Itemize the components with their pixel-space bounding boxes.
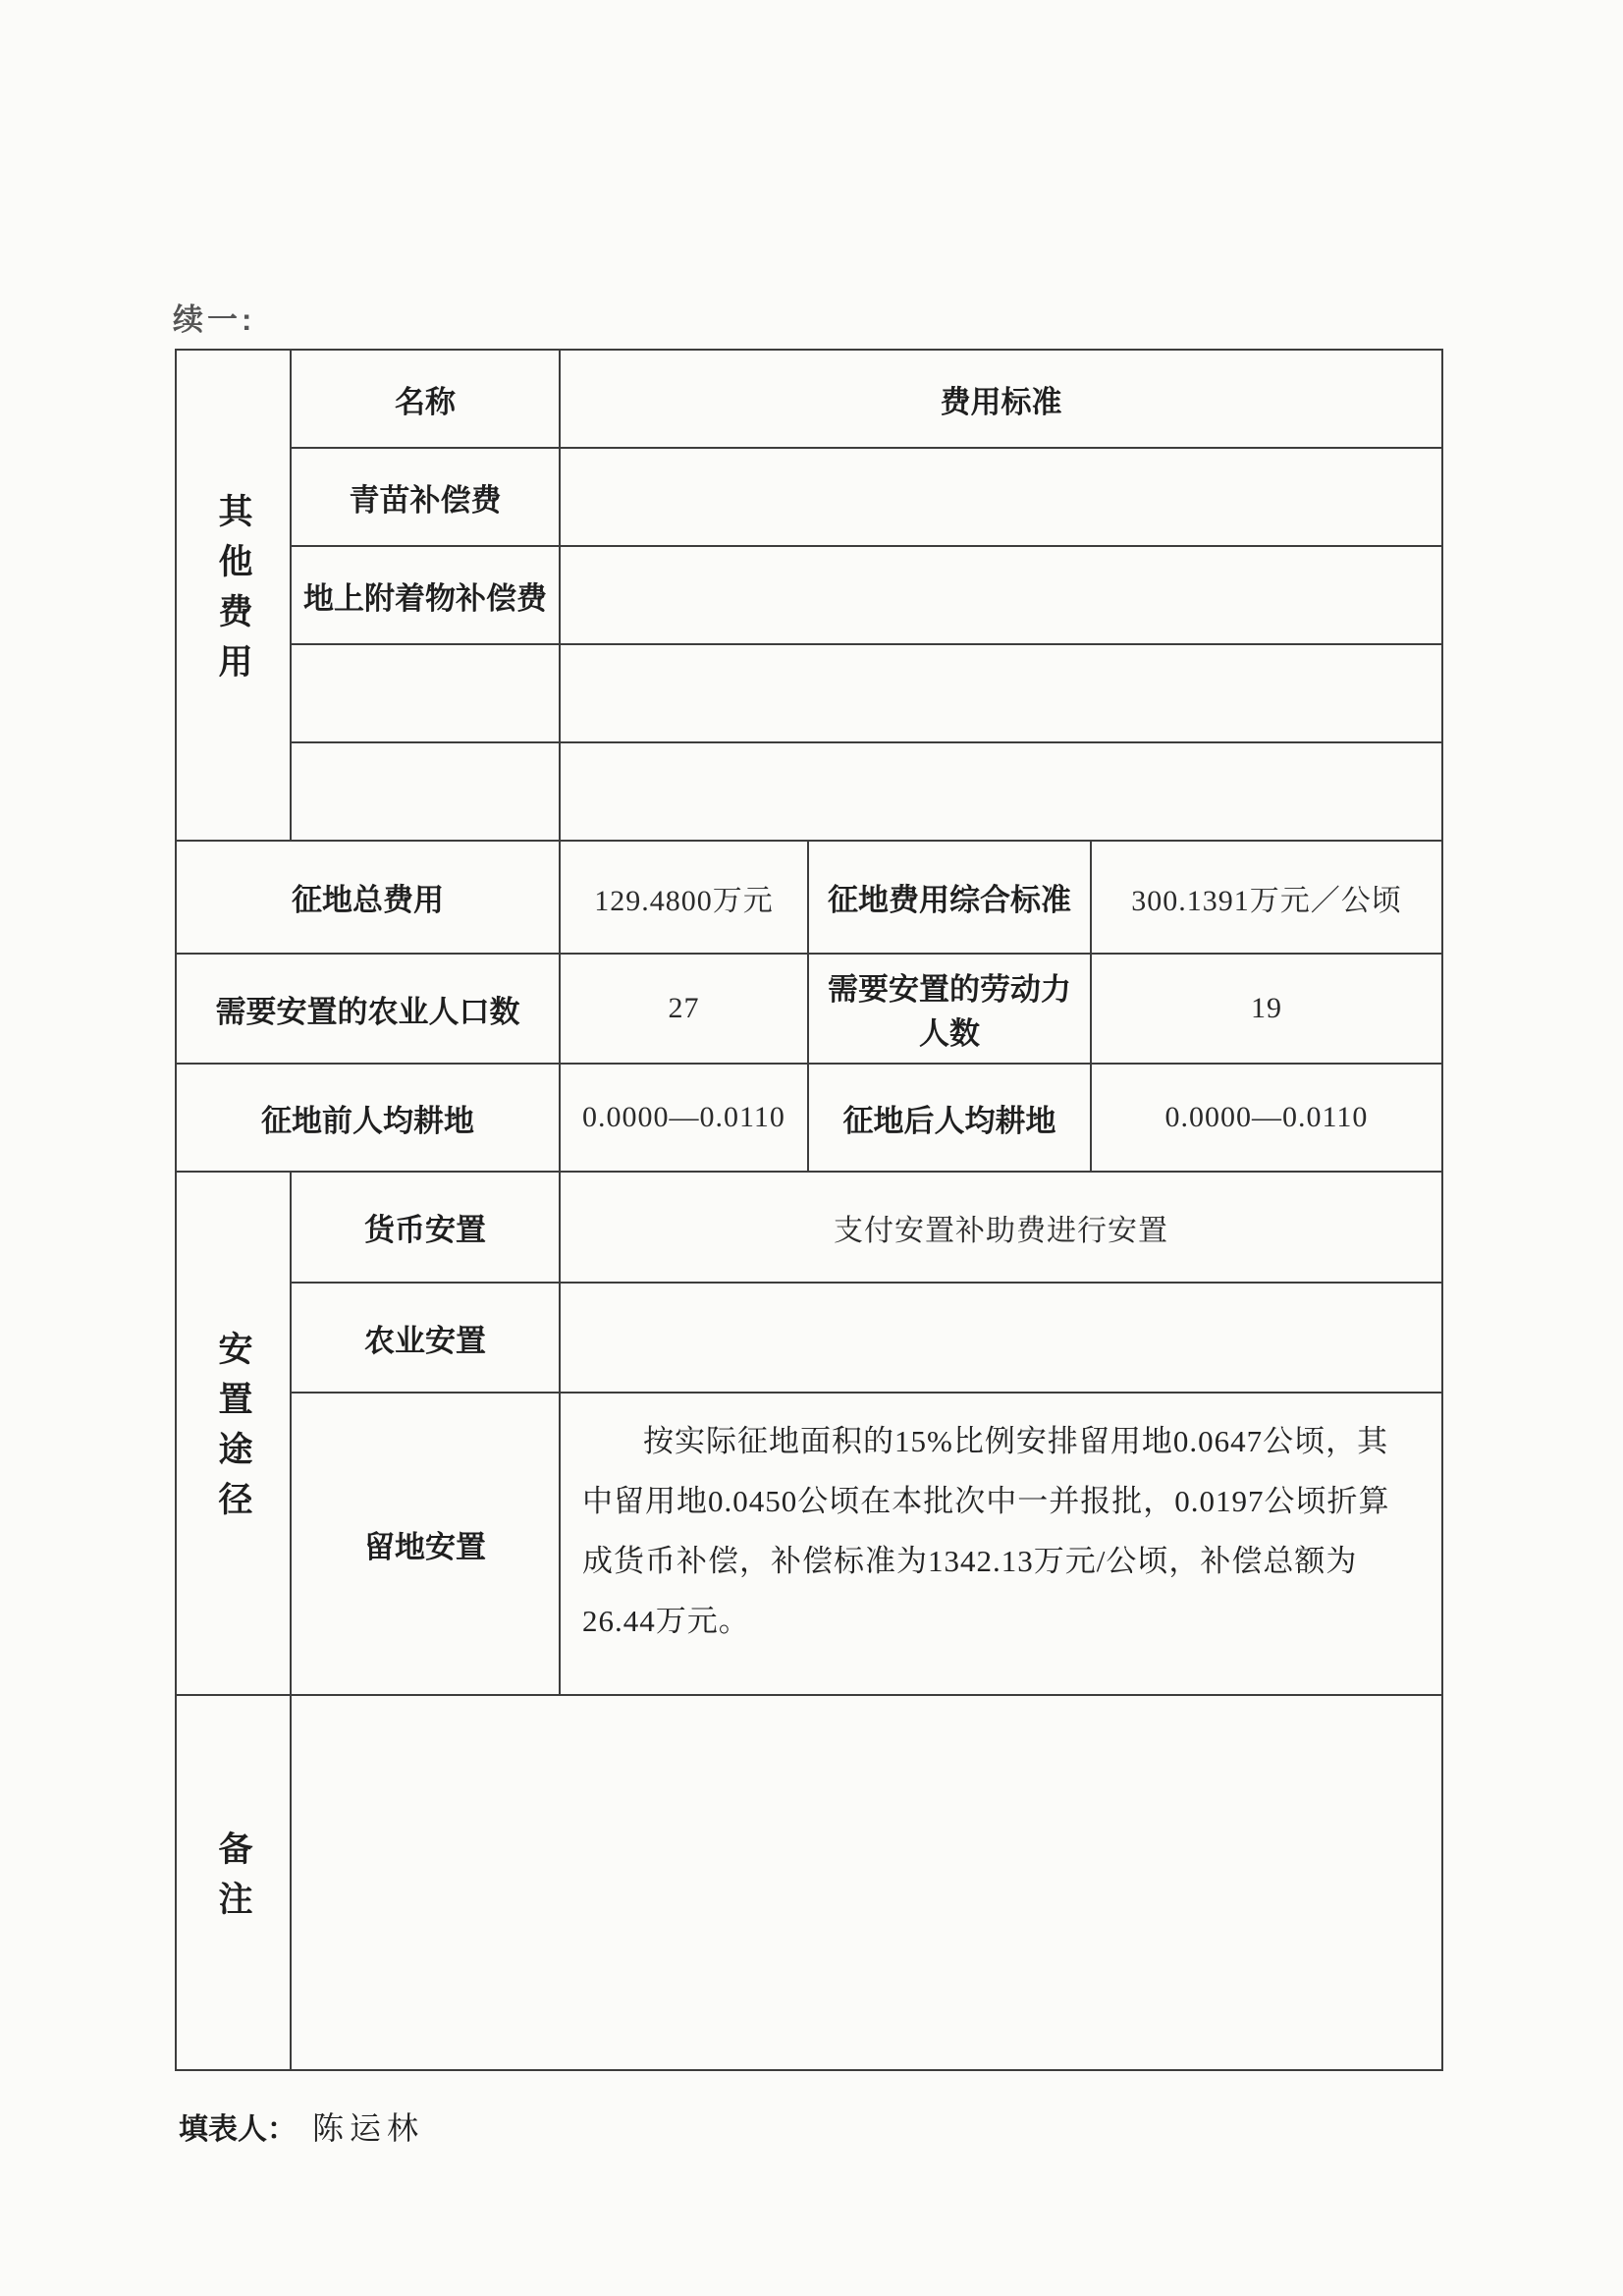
agricultural-resettlement-row — [176, 1283, 1442, 1393]
fee-row-empty-2 — [176, 742, 1442, 841]
fee-standard-attachments-cell — [560, 546, 1442, 644]
agri-population-value: 27 — [668, 992, 700, 1024]
agricultural-resettlement-desc-cell — [560, 1283, 1442, 1393]
agri-population-value-cell — [560, 954, 808, 1064]
col-header-name: 名称 — [395, 384, 456, 419]
other-fees-header-row — [176, 350, 1442, 448]
form-filler-label: 填表人： — [179, 2113, 297, 2146]
population-row — [176, 954, 1442, 1064]
resettlement-section-header-cell — [176, 1172, 291, 1695]
reserved-land-resettlement-label: 留地安置 — [364, 1529, 486, 1564]
form-filler-line — [179, 2104, 424, 2149]
per-capita-after-label: 征地后人均耕地 — [842, 1103, 1056, 1138]
other-fees-section-header-cell — [176, 350, 291, 841]
col-header-standard-cell — [560, 350, 1442, 448]
remarks-header: 备注 — [214, 1830, 252, 1931]
monetary-resettlement-label-cell — [291, 1172, 560, 1283]
reserved-land-resettlement-row — [176, 1393, 1442, 1695]
comprehensive-standard-value-cell — [1091, 841, 1442, 954]
monetary-resettlement-desc-cell — [560, 1172, 1442, 1283]
fee-standard-empty-1-cell — [560, 644, 1442, 742]
labor-value: 19 — [1251, 992, 1282, 1024]
per-capita-after-label-cell — [808, 1064, 1091, 1172]
fee-name-seedling: 青苗补偿费 — [349, 482, 502, 518]
labor-value-cell — [1091, 954, 1442, 1064]
remarks-row — [176, 1695, 1442, 2070]
per-capita-before-value-cell — [560, 1064, 808, 1172]
comprehensive-standard-value: 300.1391万元／公顷 — [1131, 884, 1402, 917]
land-acquisition-continuation-table — [175, 349, 1443, 2071]
per-capita-after-value-cell — [1091, 1064, 1442, 1172]
labor-label-cell — [808, 954, 1091, 1064]
per-capita-before-label-cell — [176, 1064, 560, 1172]
fee-name-empty-1-cell — [291, 644, 560, 742]
total-fee-label: 征地总费用 — [292, 883, 444, 917]
total-fee-row — [176, 841, 1442, 954]
per-capita-before-label: 征地前人均耕地 — [261, 1103, 474, 1138]
fee-name-attachments-cell — [291, 546, 560, 644]
fee-standard-seedling-cell — [560, 448, 1442, 546]
fee-row-empty-1 — [176, 644, 1442, 742]
monetary-resettlement-row — [176, 1172, 1442, 1283]
per-capita-before-value: 0.0000—0.0110 — [582, 1101, 785, 1133]
fee-row-attachments — [176, 546, 1442, 644]
col-header-name-cell — [291, 350, 560, 448]
agricultural-resettlement-label-cell — [291, 1283, 560, 1393]
col-header-standard: 费用标准 — [940, 384, 1062, 419]
fee-name-empty-2-cell — [291, 742, 560, 841]
monetary-resettlement-desc: 支付安置补助费进行安置 — [834, 1214, 1168, 1247]
monetary-resettlement-label: 货币安置 — [364, 1213, 486, 1247]
comprehensive-standard-label-cell — [808, 841, 1091, 954]
remarks-header-cell — [176, 1695, 291, 2070]
total-fee-value: 129.4800万元 — [594, 884, 774, 917]
total-fee-value-cell — [560, 841, 808, 954]
reserved-land-resettlement-desc: 按实际征地面积的15%比例安排留用地0.0647公顷，其中留用地0.0450公顷在本批次中一并报批，0.0197公顷折算成货币补偿，补偿标准为1342.13万元/公顷，补偿总额为26.44万元。 — [582, 1424, 1390, 1638]
agri-population-label: 需要安置的农业人口数 — [215, 994, 520, 1029]
reserved-land-resettlement-label-cell — [291, 1393, 560, 1695]
labor-label: 需要安置的劳动力人数 — [828, 972, 1071, 1051]
other-fees-section-header: 其他费用 — [214, 492, 252, 693]
fee-name-attachments: 地上附着物补偿费 — [303, 580, 547, 616]
remarks-content-cell — [291, 1695, 1442, 2070]
fee-name-seedling-cell — [291, 448, 560, 546]
agricultural-resettlement-label: 农业安置 — [364, 1323, 486, 1358]
reserved-land-resettlement-desc-cell — [560, 1393, 1442, 1695]
form-filler-name: 陈运林 — [312, 2110, 425, 2146]
per-capita-after-value: 0.0000—0.0110 — [1164, 1101, 1369, 1133]
per-capita-farmland-row — [176, 1064, 1442, 1172]
fee-row-seedling — [176, 448, 1442, 546]
continuation-label: 续一: — [173, 302, 256, 337]
agri-population-label-cell — [176, 954, 560, 1064]
total-fee-label-cell — [176, 841, 560, 954]
comprehensive-standard-label: 征地费用综合标准 — [828, 883, 1071, 917]
fee-standard-empty-2-cell — [560, 742, 1442, 841]
resettlement-section-header: 安置途径 — [214, 1331, 252, 1531]
